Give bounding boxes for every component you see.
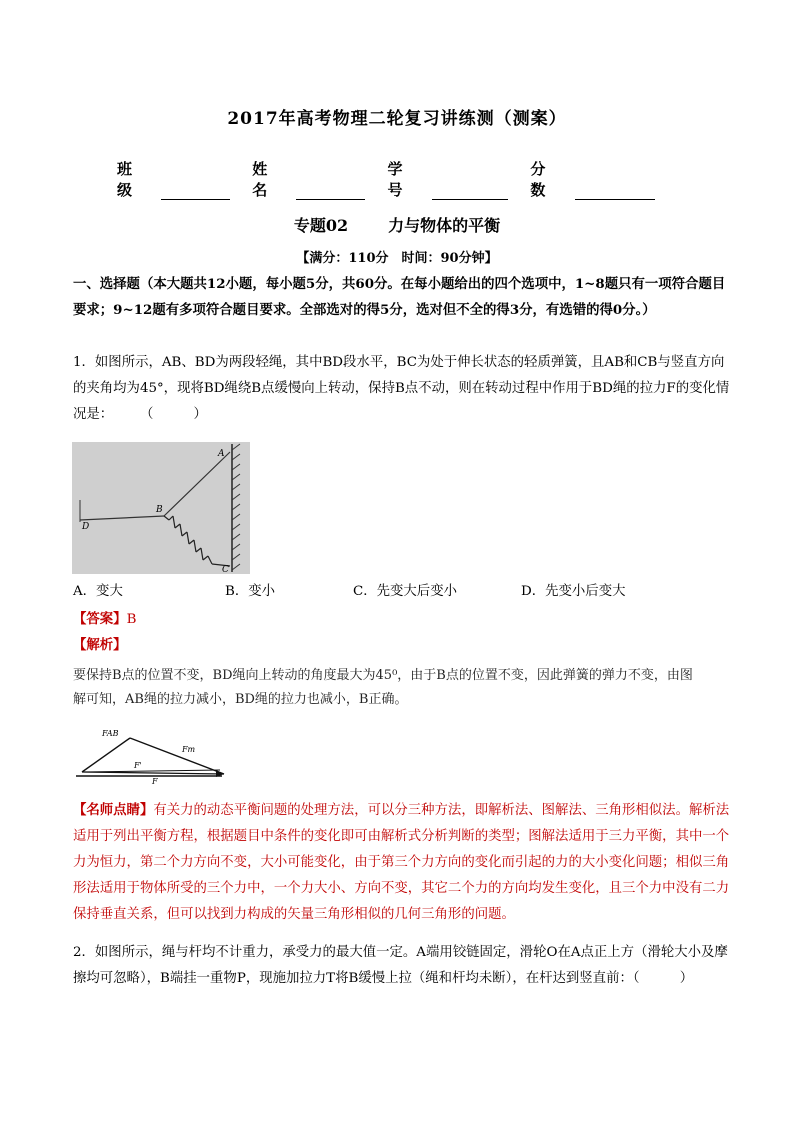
tip-paragraph [73,797,733,928]
question-1-options [73,580,733,599]
point-b-label: B [156,505,163,515]
force-ab-label: FAB [102,729,119,738]
class-blank [161,185,230,200]
question-1-text: 1．如图所示，AB、BD为两段轻绳，其中BD段水平，BC为处于伸长状态的轻质弹簧，且AB和CB与竖直方向的夹角均为45°，现将BD绳绕B点缓慢向上转动，保持B点不动，则在转动过程中作用于BD绳的拉力F的变化情况是： （ ） [73,355,730,422]
topic-name: 力与物体的平衡 [388,216,501,235]
topic-heading [0,213,794,236]
force-triangle-figure [72,724,232,784]
tip-text: 有关力的动态平衡问题的处理方法，可以分三种方法，即解析法、图解法、三角形相似法。解析法适用于列出平衡方程，根据题目中条件的变化即可由解析式分析判断的类型；图解法适用于三力平衡，其中一个力为恒力，第二个力方向不变，大小可能变化，由于第三个力方向的变化而引起的力的大小变化问题；相似三角形法适用于物体所受的三个力中，一个力大小、方向不变，其它二个力的方向均发生变化，且三个力中没有二力保持垂直关系，但可以找到力构成的矢量三角形相似的几何三角形的问题。 [73,803,730,922]
topic-number: 专题02 [293,216,349,235]
name-blank [296,185,365,200]
force-bc-label: Fm [182,745,196,754]
score-label: 分数 [530,160,552,199]
answer-value: B [126,612,137,627]
section-heading: 一、选择题（本大题共12小题，每小题5分，共60分。在每小题给出的四个选项中，1~8题只有一项符合题目要求；9~12题有多项符合题目要求。全部选对的得5分，选对但不全的得3分，有选错的得0分。） [73,276,726,318]
score-time-line: 【满分：110分 时间：90分钟】 [296,251,498,266]
rope-spring-diagram [72,442,250,574]
page-title: 2017年高考物理二轮复习讲练测（测案） [227,109,567,129]
question-2-text: 2．如图所示，绳与杆均不计重力，承受力的最大值一定。A端用铰链固定，滑轮O在A点正上方（滑轮大小及摩擦均可忽略），B端挂一重物P，现施加拉力T将B缓慢上拉（绳和杆均未断），在杆达到竖直前：（ ） [73,945,728,986]
analysis-label: 【解析】 [73,637,127,653]
option-d[interactable]: D．先变小后变大 [521,584,626,599]
option-a[interactable]: A．变大 [73,584,123,599]
question-1-figure [72,442,250,574]
name-label: 姓名 [252,160,274,199]
score-blank [575,185,655,200]
force-f-label: F [152,777,158,784]
point-d-label: D [82,522,90,532]
student-info-line [117,158,677,200]
force-triangle-diagram [72,724,232,784]
answer-line [73,606,733,633]
point-c-label: C [222,565,229,574]
id-label: 学号 [387,160,409,199]
answer-label: 【答案】 [73,611,127,627]
option-b[interactable]: B．变小 [225,584,276,599]
class-label: 班级 [117,160,139,199]
id-blank [432,185,509,200]
option-c[interactable]: C．先变大后变小 [353,584,457,599]
analysis-text: 要保持B点的位置不变，BD绳向上转动的角度最大为45⁰，由于B点的位置不变，因此弹簧的弹力不变，由图解可知，AB绳的拉力减小，BD绳的拉力也减小，B正确。 [73,668,693,707]
tip-label: 【名师点睛】 [73,802,154,818]
point-a-label: A [218,449,225,459]
force-f-prime-label: F' [134,761,142,770]
